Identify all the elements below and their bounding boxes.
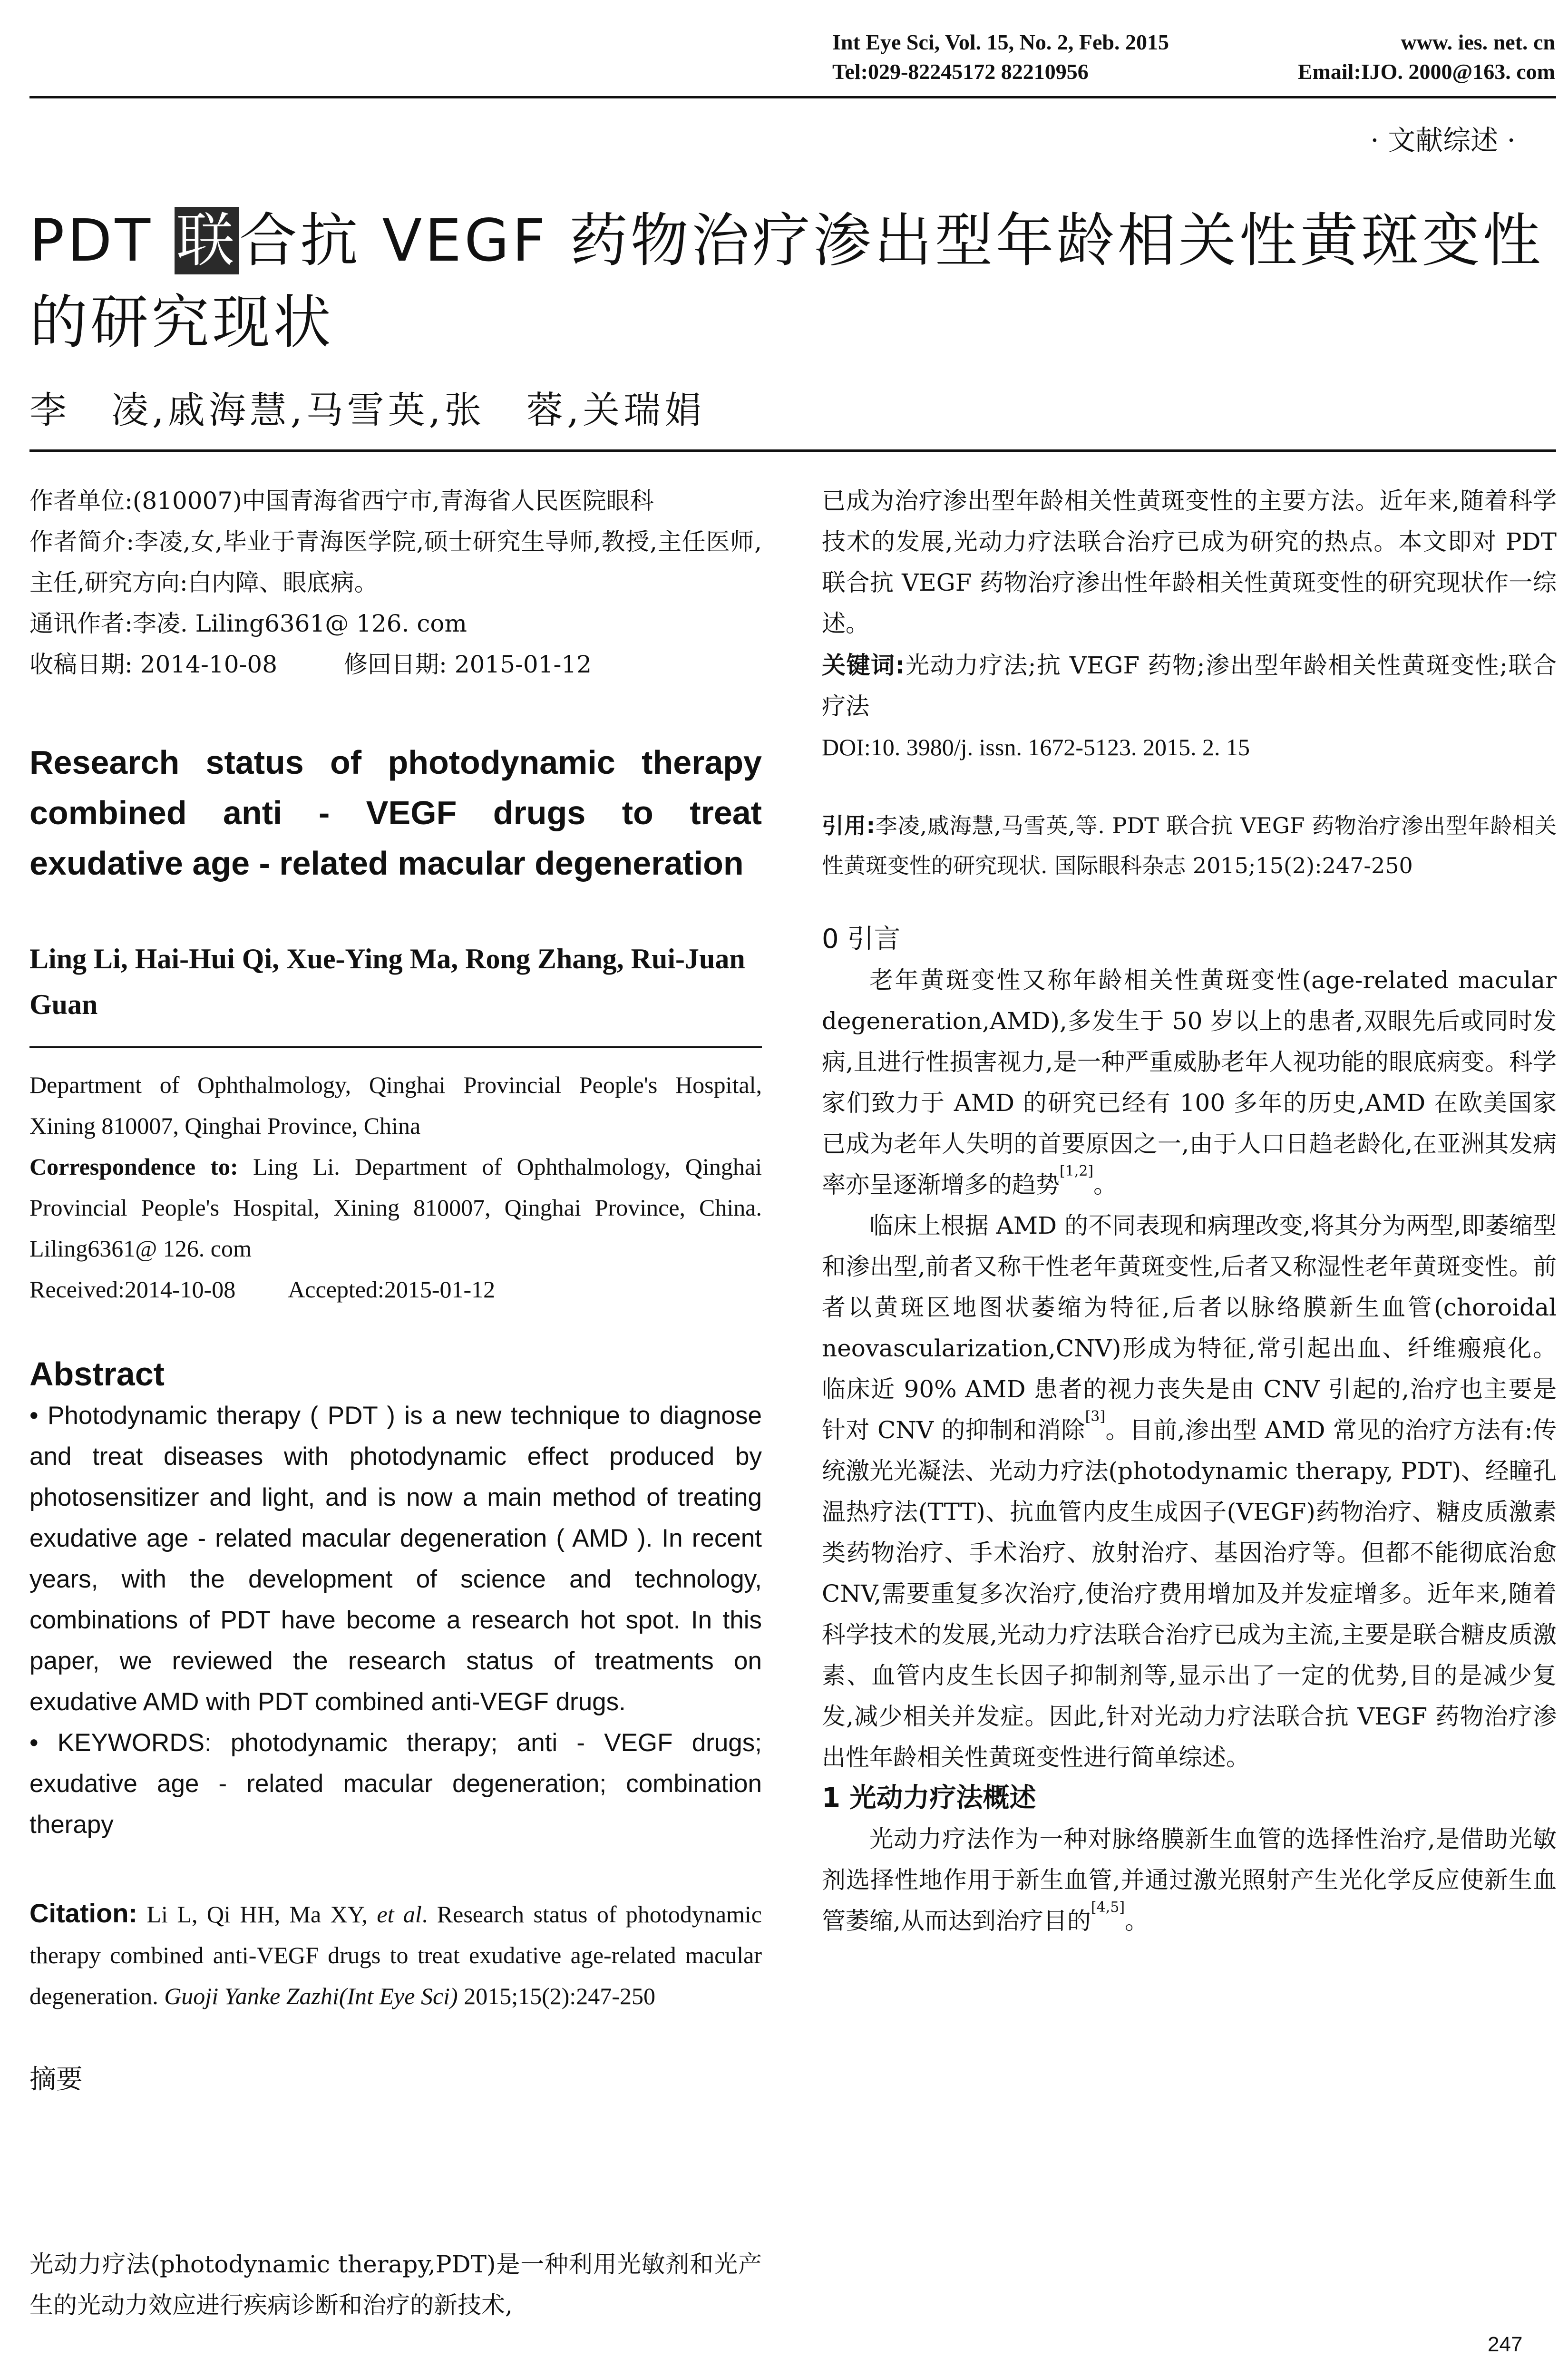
title-part: PDT xyxy=(29,207,175,274)
citation-en xyxy=(29,1893,762,2017)
zh-abstract-body-part: 光动力疗法(photodynamic therapy,PDT)是一种利用光敏剂和光产生的光动力效应进行疾病诊断和治疗的新技术, xyxy=(29,2250,762,2319)
title-highlight: 联 xyxy=(175,207,239,274)
citation-text: 2015;15(2):247-250 xyxy=(458,1983,655,2009)
intro-p2-rest: 。目前,渗出型 AMD 常见的治疗方法有:传统激光光凝法、光动力疗法(photodynamic therapy, PDT)、经瞳孔温热疗法(TTT)、抗血管内皮生成因子(VEGF)药物治疗、糖皮质激素类药物治疗、手术治疗、放射治疗、基因治疗等。但都不能彻底治愈 CNV,需要重复多次治疗,使治疗费用增加及并发症增多。近年来,随着科学技术的发展,光动力疗法联合治疗已成为主流,主要是联合糖皮质激素、血管内皮生长因子抑制剂等,显示出了一定的优势,目的是减少复发,减少相关并发症。因此,针对光动力疗法联合抗 VEGF 药物治疗渗出性年龄相关性黄斑变性进行简单综述。 xyxy=(822,1416,1557,1771)
author-unit: 作者单位:(810007)中国青海省西宁市,青海省人民医院眼科 xyxy=(29,487,654,515)
journal-issue: Int Eye Sci, Vol. 15, No. 2, Feb. 2015 xyxy=(832,30,1169,54)
journal-email[interactable]: Email:IJO. 2000@163. com xyxy=(1297,59,1555,84)
journal-tel: Tel:029-82245172 82210956 xyxy=(832,59,1089,84)
page-number: 247 xyxy=(1488,2333,1523,2356)
citation-text: Li L, Qi HH, Ma XY, xyxy=(137,1901,377,1928)
english-title: Research status of photodynamic therapy combined anti - VEGF drugs to treat exudative age - related macular degeneration xyxy=(29,744,762,882)
section-1-end: 。 xyxy=(1125,1907,1149,1935)
intro-paragraph-1 xyxy=(822,960,1557,1205)
author-info xyxy=(29,480,762,685)
authors-rule xyxy=(29,449,1556,452)
left-column xyxy=(29,480,762,2100)
zh-abstract-body: 已成为治疗渗出型年龄相关性黄斑变性的主要方法。近年来,随着科学技术的发展,光动力疗法联合治疗已成为研究的热点。本文即对 PDT 联合抗 VEGF 药物治疗渗出性年龄相关性黄斑变性的研究现状作一综述。 xyxy=(822,487,1557,637)
author-intro: 作者简介:李凌,女,毕业于青海医学院,硕士研究生导师,教授,主任医师,主任,研究方向:白内障、眼底病。 xyxy=(29,528,762,596)
section-1-paragraph xyxy=(822,1819,1557,1941)
received-date: 收稿日期: 2014-10-08 xyxy=(29,651,278,678)
authors-zh: 李 凌,戚海慧,马雪英,张 蓉,关瑞娟 xyxy=(29,389,706,432)
zh-keywords xyxy=(822,645,1557,727)
page-title xyxy=(29,200,1551,363)
dates-en xyxy=(29,1269,762,1310)
zh-citation-label: 引用: xyxy=(822,813,875,838)
intro-body xyxy=(822,960,1557,1778)
english-authors: Ling Li, Hai-Hui Qi, Xue-Ying Ma, Rong Zhang, Rui-Juan Guan xyxy=(29,943,745,1020)
abstract-heading: Abstract xyxy=(29,1355,165,1393)
received-en: Received:2014-10-08 xyxy=(29,1276,236,1303)
title-part: 合抗 VEGF 药物治疗渗出型年龄相关性黄斑变性的研究现状 xyxy=(29,207,1544,356)
section-label: · 文献综述 · xyxy=(1370,124,1516,156)
abstract-body xyxy=(29,1395,762,1845)
revised-date: 修回日期: 2015-01-12 xyxy=(344,651,592,678)
corresponding-author: 通讯作者:李凌. Liling6361@ 126. com xyxy=(29,610,467,637)
intro-heading: 0 引言 xyxy=(822,924,901,955)
running-header xyxy=(832,28,1555,87)
intro-paragraph-2 xyxy=(822,1205,1557,1778)
abstract-keywords: • KEYWORDS: photodynamic therapy; anti - VEGF drugs; exudative age - related macular degeneration; combination therapy xyxy=(29,1729,762,1839)
abstract-text: • Photodynamic therapy ( PDT ) is a new technique to diagnose and treat diseases with photodynamic effect produced by photosensitizer and light, and is now a main method of treating exudative age - related macular degeneration ( AMD ). In recent years, with the development of science and technology, combinations of PDT have become a research hot spot. In this paper, we reviewed the research status of treatments on exudative AMD with PDT combined anti-VEGF drugs. xyxy=(29,1402,762,1716)
ref-1-2[interactable]: [1,2] xyxy=(1060,1163,1094,1179)
dates-zh xyxy=(29,644,762,685)
citation-journal: Guoji Yanke Zazhi(Int Eye Sci) xyxy=(164,1983,458,2009)
accepted-en: Accepted:2015-01-12 xyxy=(288,1276,496,1303)
intro-p1-text: 老年黄斑变性又称年龄相关性黄斑变性(age-related macular degeneration,AMD),多发生于 50 岁以上的患者,双眼先后或同时发病,且进行性损害视力,是一种严重威胁老年人视功能的眼底病变。科学家们致力于 AMD 的研究已经有 100 多年的历史,AMD 在欧美国家已成为老年人失明的首要原因之一,由于人口日趋老龄化,在亚洲其发病率亦呈逐渐增多的趋势 xyxy=(822,966,1557,1198)
citation-etal: et al xyxy=(377,1901,422,1928)
citation-label: Citation: xyxy=(29,1898,138,1928)
ref-3[interactable]: [3] xyxy=(1085,1408,1106,1425)
correspondence xyxy=(29,1146,762,1269)
zh-abstract-continued xyxy=(822,480,1557,645)
zh-abstract-heading: 摘要 xyxy=(29,2064,83,2095)
journal-website[interactable]: www. ies. net. cn xyxy=(1401,30,1555,54)
correspondence-text: Ling Li. Department of Ophthalmology, Qinghai Provincial People's Hospital, Xining 810007, Qinghai Province, China. Liling6361@ 126. com xyxy=(29,1153,762,1262)
intro-p1-end: 。 xyxy=(1093,1171,1118,1198)
zh-abstract-start xyxy=(29,2244,762,2331)
intro-p2-text: 临床上根据 AMD 的不同表现和病理改变,将其分为两型,即萎缩型和渗出型,前者又称干性老年黄斑变性,后者又称湿性老年黄斑变性。前者以黄斑区地图状萎缩为特征,后者以脉络膜新生血管(choroidal neovascularization,CNV)形成为特征,常引起出血、纤维瘢痕化。临床近 90% AMD 患者的视力丧失是由 CNV 引起的,治疗也主要是针对 CNV 的抑制和消除 xyxy=(822,1212,1557,1444)
department: Department of Ophthalmology, Qinghai Provincial People's Hospital, Xining 810007, Qinghai Province, China xyxy=(29,1072,762,1139)
header-rule xyxy=(29,96,1556,98)
ref-4-5[interactable]: [4,5] xyxy=(1091,1899,1125,1916)
section-1-text: 光动力疗法作为一种对脉络膜新生血管的选择性治疗,是借助光敏剂选择性地作用于新生血管,并通过激光照射产生光化学反应使新生血管萎缩,从而达到治疗目的 xyxy=(822,1825,1557,1935)
section-1-heading: 1 光动力疗法概述 xyxy=(822,1783,1036,1813)
section-1-body xyxy=(822,1819,1557,1941)
correspondence-label: Correspondence to: xyxy=(29,1153,238,1180)
citation-text: . Research status of photodynamic therapy combined anti-VEGF drugs to treat exudative age-related macular degeneration. xyxy=(29,1901,762,2009)
authors-divider xyxy=(29,1046,762,1048)
right-column xyxy=(822,480,1557,1941)
keywords-label: 关键词: xyxy=(822,652,905,679)
doi[interactable]: DOI:10. 3980/j. issn. 1672-5123. 2015. 2. 15 xyxy=(822,734,1250,760)
zh-citation xyxy=(822,806,1557,886)
zh-citation-text: 李凌,戚海慧,马雪英,等. PDT 联合抗 VEGF 药物治疗渗出型年龄相关性黄斑变性的研究现状. 国际眼科杂志 2015;15(2):247-250 xyxy=(822,813,1557,878)
english-affiliation xyxy=(29,1064,762,1310)
keywords-text: 光动力疗法;抗 VEGF 药物;渗出型年龄相关性黄斑变性;联合疗法 xyxy=(822,652,1557,720)
